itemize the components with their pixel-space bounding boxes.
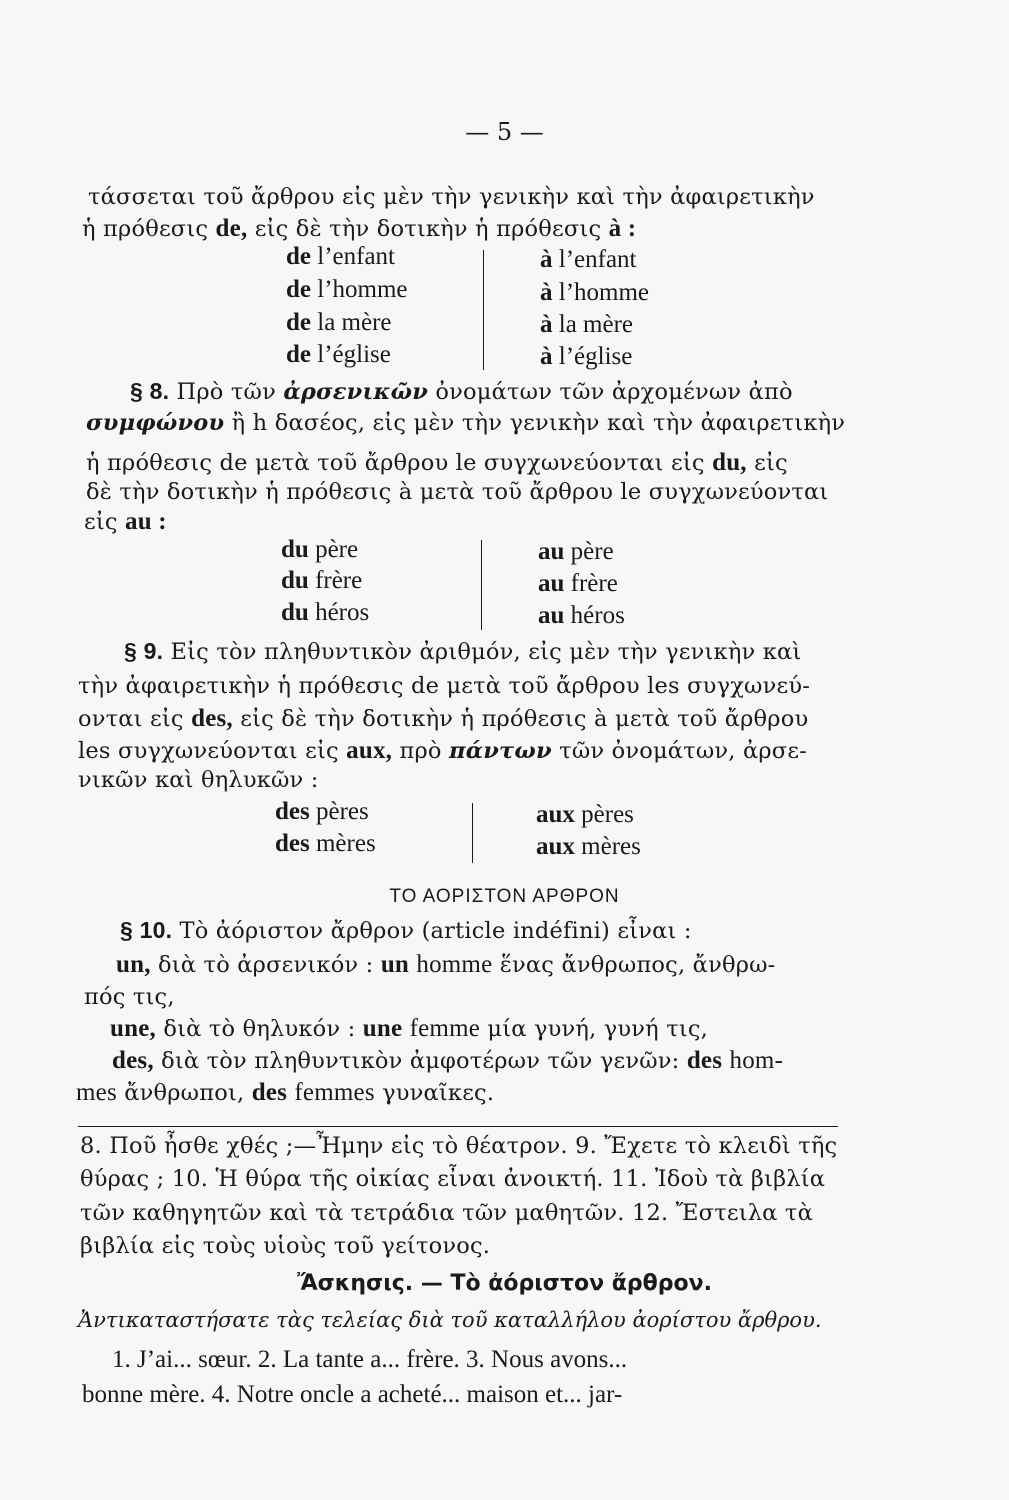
column-divider: [481, 540, 482, 630]
table-row: à l’homme: [540, 279, 650, 306]
table-row: à l’église: [540, 343, 633, 370]
intro-text: εἰς δὲ τὴν δοτικὴν ἡ πρόθεσις: [254, 216, 602, 242]
section-9-line-4: les συγχωνεύονται εἰς aux, πρὸ πάντων τῶν ὀνομάτων, ἀρσε-: [78, 737, 808, 764]
table-row: du frère: [281, 567, 363, 594]
section-10-line-5: des, διὰ τὸν πληθυντικὸν ἀμφοτέρων τῶν γενῶν: des hom-: [112, 1047, 784, 1074]
section-10-line-3: πός τις,: [84, 984, 175, 1010]
section-8-line-5: εἰς au :: [84, 508, 167, 535]
intro-text: ἡ πρόθεσις: [82, 216, 209, 242]
section-10-line-1: § 10. Τὸ ἀόριστον ἄρθρον (article indéfini) εἶναι :: [120, 917, 692, 944]
section-9-line-1: § 9. Εἰς τὸν πληθυντικὸν ἀριθμόν, εἰς μὲν τὴν γενικὴν καὶ: [124, 638, 802, 665]
intro-a: à :: [608, 215, 637, 242]
section-9-line-3: ονται εἰς des, εἰς δὲ τὴν δοτικὴν ἡ πρόθεσις à μετὰ τοῦ ἄρθρου: [78, 705, 809, 732]
table-row: à l’enfant: [540, 246, 637, 273]
section-8-line-1: § 8. Πρὸ τῶν ἀρσενικῶν ὀνομάτων τῶν ἀρχομένων ἀπὸ: [130, 378, 793, 405]
exercise-line-1: 1. J’ai... sœur. 2. La tante a... frère. 3. Nous avons...: [112, 1346, 628, 1373]
table-row: aux pères: [536, 801, 634, 828]
table-row: des pères: [275, 798, 369, 825]
section-divider: [78, 1126, 838, 1127]
intro-line-2: [82, 215, 636, 243]
section-number: § 10.: [120, 917, 173, 943]
section-9-line-2: τὴν ἀφαιρετικὴν ἡ πρόθεσις de μετὰ τοῦ ἄρθρου les συγχωνεύ-: [78, 673, 811, 699]
section-10-line-2: un, διὰ τὸ ἀρσενικόν : un homme ἕνας ἄνθρωπος, ἄνθρω-: [116, 951, 776, 978]
sentences-line-3: τῶν καθηγητῶν καὶ τὰ τετράδια τῶν μαθητῶν. 12. Ἔστειλα τὰ: [80, 1200, 813, 1226]
section-8-line-2: συμφώνου ἢ h δασέος, εἰς μὲν τὴν γενικὴν καὶ τὴν ἀφαιρετικὴν: [86, 410, 846, 436]
section-number: § 9.: [124, 638, 164, 664]
table-row: des mères: [275, 830, 376, 857]
table-row: de l’homme: [286, 276, 408, 303]
column-divider: [472, 803, 473, 863]
table-row: de l’enfant: [286, 243, 395, 270]
section-9-line-5: νικῶν καὶ θηλυκῶν :: [78, 767, 319, 793]
section-8-line-4: δὲ τὴν δοτικὴν ἡ πρόθεσις à μετὰ τοῦ ἄρθρου le συγχωνεύονται: [86, 479, 829, 505]
table-row: aux mères: [536, 833, 641, 860]
sentences-line-4: βιβλία εἰς τοὺς υἱοὺς τοῦ γείτονος.: [80, 1233, 491, 1259]
section-8-line-3: ἡ πρόθεσις de μετὰ τοῦ ἄρθρου le συγχωνεύονται εἰς du, εἰς: [86, 449, 788, 476]
page-number: — 5 —: [465, 118, 544, 146]
column-divider: [483, 250, 484, 370]
table-row: au héros: [538, 602, 625, 629]
table-row: de l’église: [286, 341, 391, 368]
sentences-line-1: 8. Ποῦ ἦσθε χθές ;—Ἦμην εἰς τὸ θέατρον. 9. Ἔχετε τὸ κλειδὶ τῆς: [80, 1133, 838, 1159]
section-10-line-6: mes ἄνθρωποι, des femmes γυναῖκες.: [76, 1079, 495, 1106]
table-row: du père: [281, 536, 359, 563]
table-row: à la mère: [540, 311, 634, 338]
intro-de: de,: [215, 215, 248, 242]
table-row: au père: [538, 538, 614, 565]
exercise-instruction: Ἀντικαταστήσατε τὰς τελείας διὰ τοῦ καταλλήλου ἀορίστου ἄρθρου.: [78, 1308, 822, 1332]
table-row: au frère: [538, 570, 618, 597]
exercise-line-2: bonne mère. 4. Notre oncle a acheté... maison et... jar-: [82, 1381, 623, 1408]
section-10-line-4: une, διὰ τὸ θηλυκόν : une femme μία γυνή, γυνή τις,: [110, 1015, 709, 1042]
sentences-line-2: θύρας ; 10. Ἡ θύρα τῆς οἰκίας εἶναι ἀνοικτή. 11. Ἰδοὺ τὰ βιβλία: [80, 1166, 826, 1192]
exercise-title: Ἄσκησις. — Τὸ ἀόριστον ἄρθρον.: [297, 1271, 712, 1296]
intro-line-1: τάσσεται τοῦ ἄρθρου εἰς μὲν τὴν γενικὴν καὶ τὴν ἀφαιρετικὴν: [88, 184, 815, 210]
section-heading: ΤΟ ΑΟΡΙΣΤΟΝ ΑΡΘΡΟΝ: [389, 886, 620, 907]
section-number: § 8.: [130, 378, 170, 404]
table-row: du héros: [281, 599, 370, 626]
table-row: de la mère: [286, 309, 392, 336]
